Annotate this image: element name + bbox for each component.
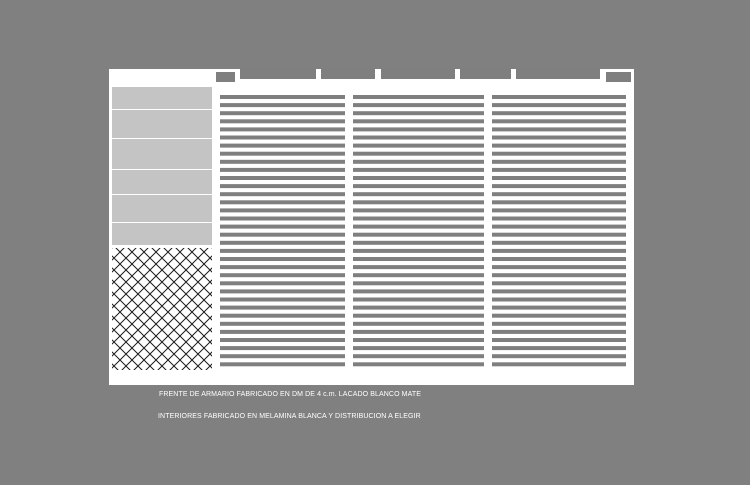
- shelf-line: [353, 273, 484, 277]
- shelf-line: [492, 330, 626, 334]
- shelf-line: [492, 95, 626, 99]
- shelf-line: [220, 338, 345, 342]
- top-panel-segment: [216, 72, 235, 82]
- shelf-line: [220, 208, 345, 212]
- shelf-line: [492, 208, 626, 212]
- shelf-line: [220, 119, 345, 123]
- shelf-line: [353, 346, 484, 350]
- shelf-line: [492, 160, 626, 164]
- shelf-line: [220, 362, 345, 366]
- shelf-line: [492, 362, 626, 366]
- shelf-line: [353, 217, 484, 221]
- top-panel-segment: [381, 69, 455, 79]
- shelf-line: [353, 338, 484, 342]
- caption-front-material: FRENTE DE ARMARIO FABRICADO EN DM DE 4 c.m. LACADO BLANCO MATE: [159, 391, 421, 398]
- top-panel-segment: [460, 69, 511, 79]
- shelf-line: [492, 136, 626, 140]
- shelf-line: [220, 314, 345, 318]
- shelf-line: [492, 298, 626, 302]
- shelf-line: [492, 225, 626, 229]
- shelf-line: [220, 241, 345, 245]
- shelf-line: [220, 306, 345, 310]
- shelf-line: [220, 152, 345, 156]
- drawer: [112, 110, 212, 138]
- shelf-line: [353, 168, 484, 172]
- shelf-line: [220, 168, 345, 172]
- shelf-line: [353, 265, 484, 269]
- shelf-line: [492, 184, 626, 188]
- shelf-line: [353, 144, 484, 148]
- shelf-line: [220, 289, 345, 293]
- shelf-line: [492, 338, 626, 342]
- shelf-line: [353, 103, 484, 107]
- shelf-line: [492, 289, 626, 293]
- shelf-line: [492, 273, 626, 277]
- shelf-line: [492, 354, 626, 358]
- shelf-line: [492, 144, 626, 148]
- drawer: [112, 170, 212, 194]
- shelf-line: [220, 346, 345, 350]
- left-drawers: [112, 87, 212, 245]
- shelf-line: [353, 208, 484, 212]
- shelf-line: [220, 103, 345, 107]
- top-panel-segment: [516, 69, 600, 79]
- shelf-line: [220, 354, 345, 358]
- shelf-line: [353, 136, 484, 140]
- drawer: [112, 195, 212, 222]
- shelf-line: [492, 346, 626, 350]
- shelf-line: [492, 265, 626, 269]
- shelf-line: [492, 168, 626, 172]
- shelf-line: [353, 111, 484, 115]
- shelf-line: [220, 217, 345, 221]
- top-panel-segment: [240, 69, 316, 79]
- shelf-line: [220, 144, 345, 148]
- shelf-line: [492, 217, 626, 221]
- shelf-line: [492, 192, 626, 196]
- shelf-line: [353, 314, 484, 318]
- shelf-line: [492, 152, 626, 156]
- shelf-line: [353, 233, 484, 237]
- shelf-line: [353, 249, 484, 253]
- shelf-line: [220, 200, 345, 204]
- shelf-line: [353, 330, 484, 334]
- shelf-line: [220, 111, 345, 115]
- top-panel-segment: [606, 72, 631, 82]
- shelf-line: [492, 200, 626, 204]
- shelf-line: [492, 233, 626, 237]
- shelf-line: [353, 354, 484, 358]
- drawer: [112, 223, 212, 245]
- shelf-line: [353, 225, 484, 229]
- shelf-line: [220, 95, 345, 99]
- shelf-line: [353, 322, 484, 326]
- top-panel-segment: [321, 69, 375, 79]
- shelf-line: [492, 241, 626, 245]
- shelf-line: [220, 273, 345, 277]
- shelf-line: [492, 322, 626, 326]
- shelf-line: [220, 192, 345, 196]
- shelf-line: [220, 249, 345, 253]
- shelf-line: [492, 257, 626, 261]
- shelf-line: [353, 298, 484, 302]
- shelf-line: [220, 233, 345, 237]
- shelf-line: [353, 176, 484, 180]
- shelf-line: [353, 289, 484, 293]
- shelf-line: [353, 127, 484, 131]
- shelf-line: [492, 281, 626, 285]
- shelf-line: [220, 330, 345, 334]
- shelf-line: [353, 257, 484, 261]
- shelf-line: [353, 281, 484, 285]
- shelf-line: [220, 265, 345, 269]
- shelf-line: [220, 257, 345, 261]
- shelf-line: [353, 192, 484, 196]
- shelf-line: [220, 176, 345, 180]
- shelf-line: [353, 241, 484, 245]
- shelf-line: [220, 160, 345, 164]
- shelf-line: [353, 119, 484, 123]
- shelf-line: [220, 225, 345, 229]
- drawer: [112, 139, 212, 169]
- shelf-line: [353, 306, 484, 310]
- shelf-line: [353, 362, 484, 366]
- shelf-line: [353, 200, 484, 204]
- shelf-line: [220, 322, 345, 326]
- shelf-line: [492, 249, 626, 253]
- drawer: [112, 87, 212, 109]
- shelf-line: [492, 176, 626, 180]
- shelf-line: [492, 103, 626, 107]
- shelf-line: [220, 298, 345, 302]
- shelf-line: [353, 184, 484, 188]
- shelf-line: [220, 281, 345, 285]
- shelf-line: [353, 152, 484, 156]
- shelf-line: [492, 306, 626, 310]
- mesh-panel: [112, 248, 212, 370]
- shelf-line: [220, 184, 345, 188]
- shelf-line: [220, 136, 345, 140]
- caption-interior-material: INTERIORES FABRICADO EN MELAMINA BLANCA Y DISTRIBUCION A ELEGIR: [158, 413, 421, 420]
- shelf-line: [220, 127, 345, 131]
- shelf-line: [353, 95, 484, 99]
- shelf-line: [492, 119, 626, 123]
- shelf-line: [492, 127, 626, 131]
- shelf-line: [492, 314, 626, 318]
- shelf-line: [353, 160, 484, 164]
- shelf-line: [492, 111, 626, 115]
